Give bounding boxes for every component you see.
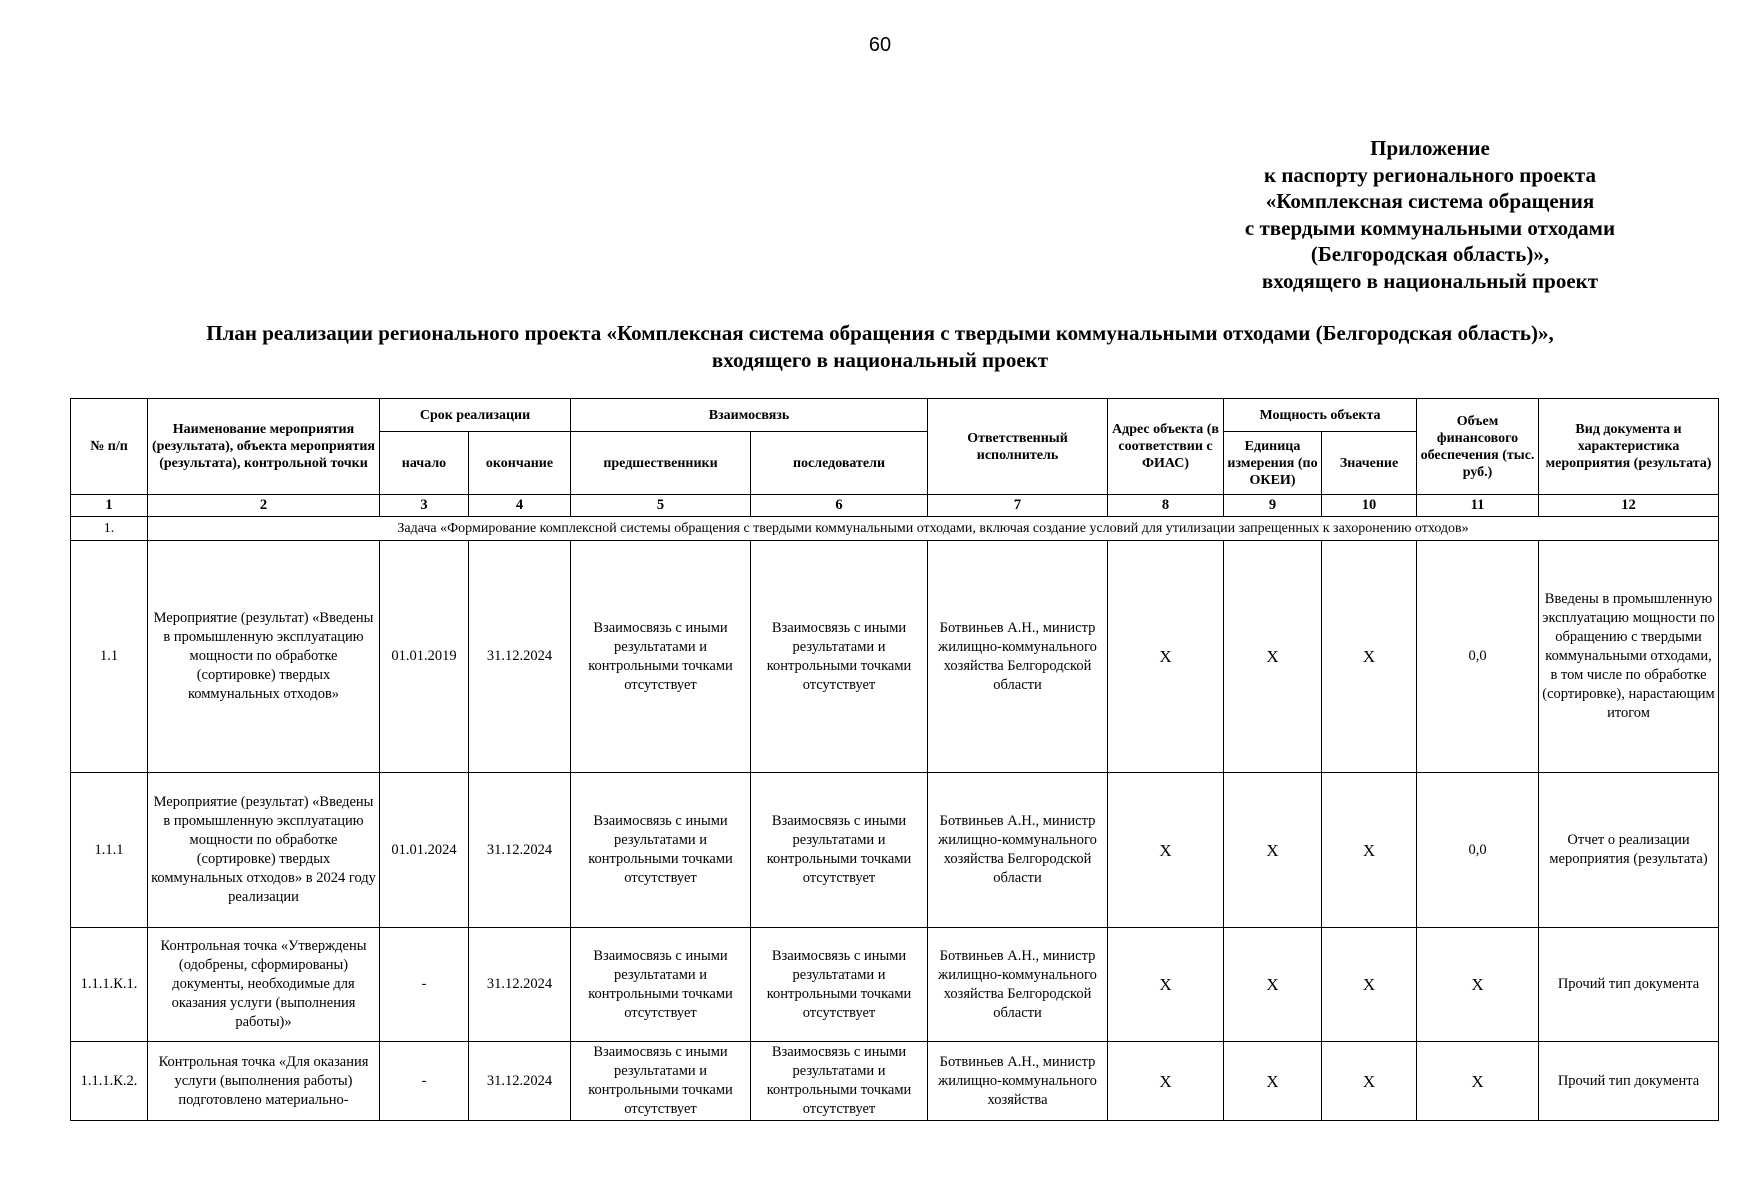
row-doc: Введены в промышленную эксплуатацию мощности по обращению с твердыми коммунальными отходами, в том числе по обработке (сортировке), нарастающим итогом xyxy=(1539,541,1719,773)
row-unit: X xyxy=(1224,541,1322,773)
row-pred: Взаимосвязь с иными результатами и контрольными точками отсутствует xyxy=(571,928,751,1042)
column-number: 8 xyxy=(1108,495,1224,517)
row-name: Мероприятие (результат) «Введены в промышленную эксплуатацию мощности по обработке (сортировке) твердых коммунальных отходов» в 2024 году реализации xyxy=(148,773,380,928)
appendix-line: входящего в национальный проект xyxy=(1261,268,1599,293)
appendix-line: с твердыми коммунальными отходами xyxy=(1244,215,1616,240)
header-resp: Ответственный исполнитель xyxy=(928,399,1108,495)
row-value: X xyxy=(1322,773,1417,928)
row-name: Контрольная точка «Для оказания услуги (выполнения работы) подготовлено материально- xyxy=(148,1042,380,1121)
header-term-end: окончание xyxy=(469,432,571,495)
header-unit: Единица измерения (по ОКЕИ) xyxy=(1224,432,1322,495)
row-doc: Отчет о реализации мероприятия (результата) xyxy=(1539,773,1719,928)
row-resp: Ботвиньев А.Н., министр жилищно-коммунального хозяйства Белгородской области xyxy=(928,928,1108,1042)
header-finance: Объем финансового обеспечения (тыс. руб.) xyxy=(1417,399,1539,495)
row-end: 31.12.2024 xyxy=(469,773,571,928)
header-name: Наименование мероприятия (результата), объекта мероприятия (результата), контрольной точки xyxy=(148,399,380,495)
column-number: 6 xyxy=(751,495,928,517)
plan-table xyxy=(70,398,1719,1121)
column-number: 11 xyxy=(1417,495,1539,517)
row-start: 01.01.2019 xyxy=(380,541,469,773)
header-term: Срок реализации xyxy=(380,399,571,432)
row-num: 1.1 xyxy=(71,541,148,773)
row-doc: Прочий тип документа xyxy=(1539,928,1719,1042)
row-resp: Ботвиньев А.Н., министр жилищно-коммунального хозяйства xyxy=(928,1042,1108,1121)
table-row xyxy=(71,773,1719,928)
header-value: Значение xyxy=(1322,432,1417,495)
row-pred: Взаимосвязь с иными результатами и контрольными точками отсутствует xyxy=(571,773,751,928)
header-link-pred: предшественники xyxy=(571,432,751,495)
column-number: 2 xyxy=(148,495,380,517)
row-name: Мероприятие (результат) «Введены в промышленную эксплуатацию мощности по обработке (сортировке) твердых коммунальных отходов» xyxy=(148,541,380,773)
row-unit: X xyxy=(1224,773,1322,928)
row-finance: X xyxy=(1417,928,1539,1042)
task-text: Задача «Формирование комплексной системы обращения с твердыми коммунальными отходами, включая создание условий для утилизации запрещенных к захоронению отходов» xyxy=(148,517,1719,541)
column-number: 7 xyxy=(928,495,1108,517)
row-addr: X xyxy=(1108,1042,1224,1121)
plan-title xyxy=(70,320,1690,374)
row-resp: Ботвиньев А.Н., министр жилищно-коммунального хозяйства Белгородской области xyxy=(928,541,1108,773)
column-number: 4 xyxy=(469,495,571,517)
row-addr: X xyxy=(1108,541,1224,773)
row-end: 31.12.2024 xyxy=(469,928,571,1042)
row-num: 1.1.1 xyxy=(71,773,148,928)
row-next: Взаимосвязь с иными результатами и контрольными точками отсутствует xyxy=(751,541,928,773)
header-num: № п/п xyxy=(71,399,148,495)
row-value: X xyxy=(1322,1042,1417,1121)
row-start: - xyxy=(380,1042,469,1121)
column-number: 5 xyxy=(571,495,751,517)
page-number: 60 xyxy=(868,34,892,56)
column-number: 12 xyxy=(1539,495,1719,517)
header-doc: Вид документа и характеристика мероприятия (результата) xyxy=(1539,399,1719,495)
row-addr: X xyxy=(1108,773,1224,928)
row-start: - xyxy=(380,928,469,1042)
header-link-next: последователи xyxy=(751,432,928,495)
task-row xyxy=(71,517,1719,541)
row-end: 31.12.2024 xyxy=(469,1042,571,1121)
row-resp: Ботвиньев А.Н., министр жилищно-коммунального хозяйства Белгородской области xyxy=(928,773,1108,928)
row-doc: Прочий тип документа xyxy=(1539,1042,1719,1121)
column-number: 10 xyxy=(1322,495,1417,517)
row-value: X xyxy=(1322,928,1417,1042)
row-unit: X xyxy=(1224,928,1322,1042)
appendix-line: Приложение xyxy=(1370,136,1490,160)
row-finance: 0,0 xyxy=(1417,541,1539,773)
header-addr: Адрес объекта (в соответствии с ФИАС) xyxy=(1108,399,1224,495)
header-term-start: начало xyxy=(380,432,469,495)
column-number: 3 xyxy=(380,495,469,517)
task-num: 1. xyxy=(71,517,148,541)
appendix-heading xyxy=(1150,135,1710,294)
column-numbers-row xyxy=(71,495,1719,517)
appendix-line: «Комплексная система обращения xyxy=(1265,189,1595,213)
column-number: 9 xyxy=(1224,495,1322,517)
table-row xyxy=(71,1042,1719,1121)
row-finance: 0,0 xyxy=(1417,773,1539,928)
table-row xyxy=(71,928,1719,1042)
column-number: 1 xyxy=(71,495,148,517)
row-next: Взаимосвязь с иными результатами и контрольными точками отсутствует xyxy=(751,928,928,1042)
appendix-line: (Белгородская область)», xyxy=(1310,242,1550,266)
row-unit: X xyxy=(1224,1042,1322,1121)
row-next: Взаимосвязь с иными результатами и контрольными точками отсутствует xyxy=(751,773,928,928)
table-row xyxy=(71,541,1719,773)
header-capacity: Мощность объекта xyxy=(1224,399,1417,432)
row-name: Контрольная точка «Утверждены (одобрены, сформированы) документы, необходимые для оказания услуги (выполнения работы)» xyxy=(148,928,380,1042)
row-finance: X xyxy=(1417,1042,1539,1121)
header-row-1 xyxy=(71,399,1719,432)
row-end: 31.12.2024 xyxy=(469,541,571,773)
row-value: X xyxy=(1322,541,1417,773)
header-link: Взаимосвязь xyxy=(571,399,928,432)
plan-title-line-1: План реализации регионального проекта «Комплексная система обращения с твердыми коммунальными отходами (Белгородская область)», xyxy=(206,321,1554,345)
row-pred: Взаимосвязь с иными результатами и контрольными точками отсутствует xyxy=(571,1042,751,1121)
appendix-line: к паспорту регионального проекта xyxy=(1263,162,1596,187)
row-num: 1.1.1.К.1. xyxy=(71,928,148,1042)
row-num: 1.1.1.К.2. xyxy=(71,1042,148,1121)
row-pred: Взаимосвязь с иными результатами и контрольными точками отсутствует xyxy=(571,541,751,773)
plan-title-line-2: входящего в национальный проект xyxy=(711,348,1049,372)
row-next: Взаимосвязь с иными результатами и контрольными точками отсутствует xyxy=(751,1042,928,1121)
row-start: 01.01.2024 xyxy=(380,773,469,928)
row-addr: X xyxy=(1108,928,1224,1042)
